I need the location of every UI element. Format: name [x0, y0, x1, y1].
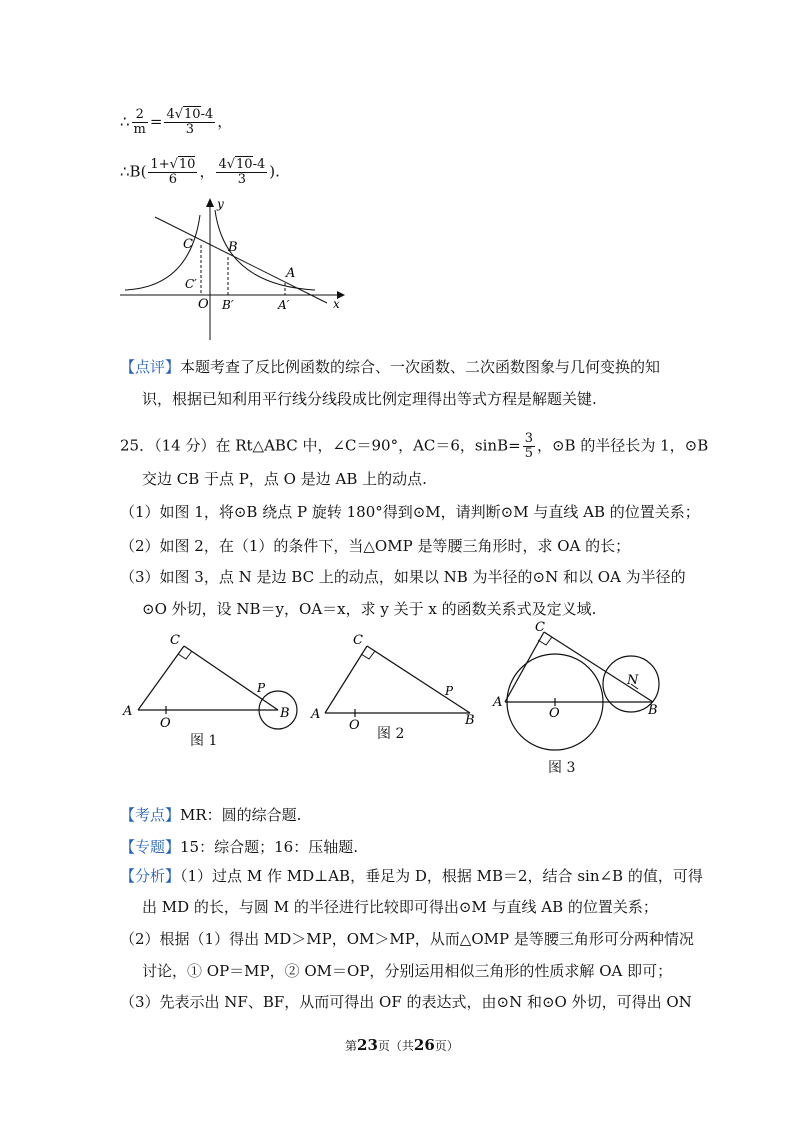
y-axis-arrow	[206, 198, 214, 207]
fenxi-line-4: 讨论，① OP＝MP，② OM＝OP，分别运用相似三角形的性质求解 OA 即可；	[142, 962, 673, 980]
footer-post: 页）	[434, 1039, 459, 1053]
frac-den: m	[133, 122, 146, 137]
review-line-2: 识，根据已知利用平行线分线段成比例定理得出等式方程是解题关键.	[142, 390, 597, 408]
fraction-sqrt10	[164, 108, 215, 137]
zhuanti-text: 15：综合题；16：压轴题.	[180, 838, 358, 856]
side-ac	[505, 632, 544, 702]
frac-num: 3	[524, 431, 533, 446]
minus-term: -4	[252, 157, 266, 172]
frac-den: 3	[185, 122, 194, 137]
coef: 4	[166, 107, 175, 122]
separator: ，	[199, 162, 215, 181]
coef: 4	[218, 157, 227, 172]
label-c: C	[170, 633, 180, 648]
label-o: O	[160, 716, 171, 731]
hyperbola-graph	[115, 195, 350, 345]
fraction-x-coordinate	[148, 158, 197, 187]
figure-3	[488, 618, 668, 758]
footer-mid: 页（共	[377, 1039, 414, 1053]
label-b: B	[648, 703, 658, 718]
kaodian-line	[120, 805, 301, 825]
suffix: ).	[269, 162, 280, 181]
frac-num: 4√10-4	[166, 107, 214, 122]
label-c-prime: C′	[185, 277, 197, 291]
label-c: C	[353, 633, 363, 648]
side-ac	[325, 646, 367, 713]
figure-1-caption: 图 1	[190, 733, 218, 749]
fraction-y-coordinate	[216, 158, 267, 187]
label-a: A	[311, 707, 321, 722]
label-c: C	[183, 237, 193, 252]
radicand: 10	[236, 157, 253, 172]
label-b-prime: B′	[222, 298, 234, 312]
kaodian-text: MR：圆的综合题.	[180, 806, 302, 824]
figure-3-caption: 图 3	[548, 760, 576, 776]
figure-2-caption: 图 2	[377, 726, 405, 742]
frac-den: 3	[237, 172, 246, 187]
label-p: P	[257, 681, 266, 695]
label-p: P	[445, 684, 454, 698]
fenxi-line-3: （2）根据（1）得出 MD＞MP，OM＞MP，从而△OMP 是等腰三角形可分两种情况	[120, 930, 694, 948]
frac-den: 6	[168, 172, 178, 187]
term: 1+	[150, 157, 170, 172]
derivation-line-1	[120, 108, 232, 137]
side-ac	[138, 646, 184, 710]
total-pages: 26	[413, 1036, 435, 1054]
fenxi-text-1: （1）过点 M 作 MD⊥AB，垂足为 D，根据 MB＝2，结合 sin∠B 的值，可得	[180, 867, 703, 885]
zhuanti-tag: 【专题】	[120, 838, 181, 856]
fenxi-line-5: （3）先表示出 NF、BF，从而可得出 OF 的表达式，由⊙N 和⊙O 外切，可得出 ON	[120, 993, 692, 1011]
label-a-prime: A′	[278, 298, 290, 312]
kaodian-tag: 【考点】	[120, 806, 181, 824]
derivation-line-2	[120, 158, 280, 187]
review-tag: 【点评】	[120, 358, 181, 376]
label-b: B	[465, 713, 475, 728]
frac-num: 4√10-4	[218, 157, 266, 172]
question-3-line-2: ⊙O 外切，设 NB＝y，OA＝x，求 y 关于 x 的函数关系式及定义域.	[142, 600, 597, 618]
question-1: （1）如图 1，将⊙B 绕点 P 旋转 180°得到⊙M，请判断⊙M 与直线 AB 的位置关系；	[120, 503, 700, 521]
problem-line-2: 交边 CB 于点 P，点 O 是边 AB 上的动点.	[142, 470, 427, 488]
page-number: 23	[357, 1036, 378, 1054]
footer-pre: 第	[345, 1039, 358, 1053]
fenxi-line-2: 出 MD 的长，与圆 M 的半径进行比较即可得出⊙M 与直线 AB 的位置关系；	[142, 898, 658, 916]
frac-den: 5	[524, 446, 533, 461]
frac-num: 1+√10	[150, 157, 196, 172]
label-c: C	[535, 620, 545, 635]
page-footer	[345, 1036, 459, 1054]
frac-num: 2	[132, 108, 148, 123]
label-a: A	[286, 266, 296, 281]
label-x: x	[333, 297, 340, 311]
question-3-line-1: （3）如图 3，点 N 是边 BC 上的动点，如果以 NB 为半径的⊙N 和以 OA 为半径的	[120, 568, 686, 586]
line-through-points	[155, 217, 327, 303]
fenxi-tag: 【分析】	[120, 867, 181, 885]
review-text-1: 本题考查了反比例函数的综合、一次函数、二次函数图象与几何变换的知	[180, 358, 661, 376]
label-b: B	[280, 706, 290, 721]
radicand: 10	[184, 107, 201, 122]
problem-line-1	[120, 432, 708, 461]
minus-term: -4	[200, 107, 214, 122]
label-a: A	[123, 704, 133, 719]
label-n: N	[627, 673, 639, 688]
comma: ，	[217, 112, 233, 131]
radicand: 10	[178, 157, 196, 172]
equals-sign: =	[149, 112, 163, 131]
label-b: B	[228, 240, 238, 255]
label-o: O	[549, 706, 560, 721]
label-a: A	[493, 695, 503, 710]
label-y: y	[217, 197, 224, 211]
fraction-3-5	[523, 432, 535, 461]
problem-text-a: 25．（14 分）在 Rt△ABC 中，∠C＝90°，AC＝6，sinB=	[120, 436, 521, 455]
side-cb	[367, 646, 470, 713]
label-o: O	[198, 297, 209, 312]
therefore-symbol: ∴	[120, 112, 130, 131]
label-o: O	[349, 718, 360, 733]
side-cb	[184, 646, 278, 710]
fenxi-line-1	[120, 866, 703, 886]
point-b-prefix: ∴B(	[120, 162, 147, 181]
problem-text-b: ，⊙B 的半径长为 1，⊙B	[536, 436, 709, 455]
side-cb	[544, 632, 653, 702]
fraction-2-over-m	[132, 108, 148, 137]
zhuanti-line	[120, 837, 358, 857]
review-line-1	[120, 357, 660, 377]
question-2: （2）如图 2，在（1）的条件下，当△OMP 是等腰三角形时，求 OA 的长；	[120, 537, 631, 555]
